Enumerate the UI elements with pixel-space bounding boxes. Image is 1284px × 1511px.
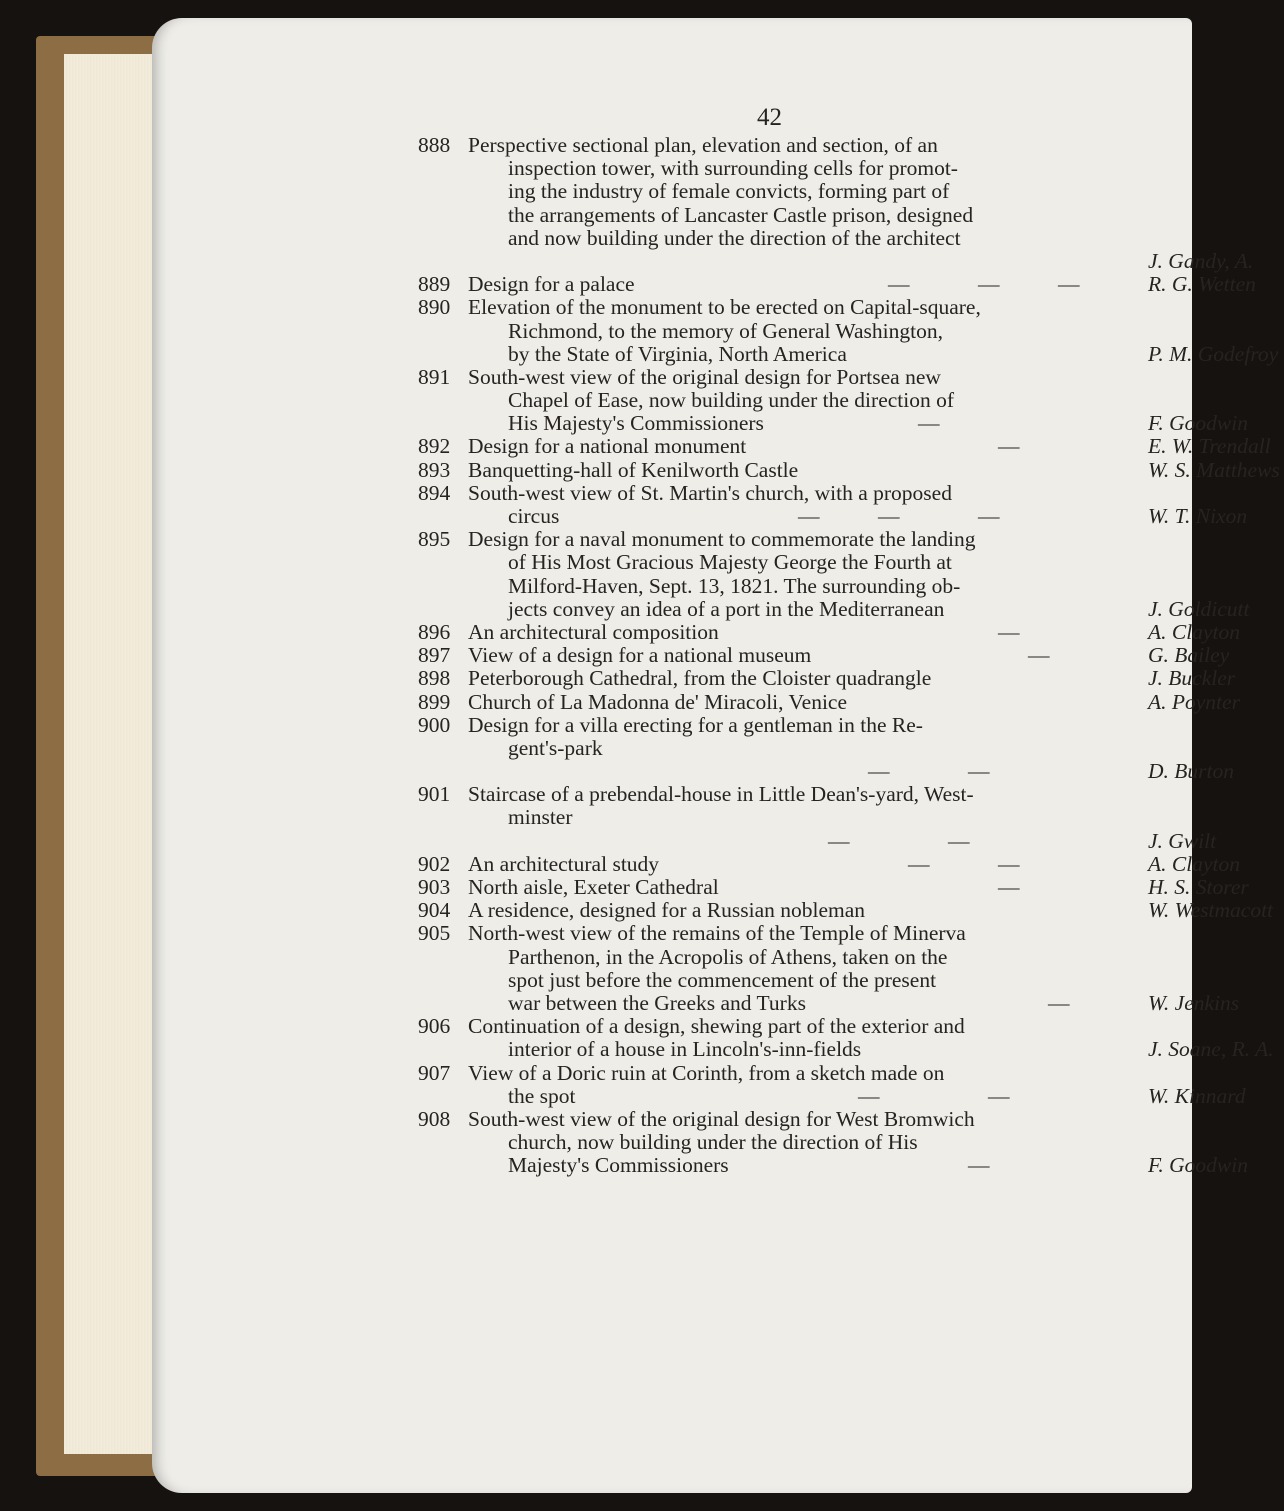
entry-author: H. S. Storer — [1148, 875, 1249, 899]
entry-number: 898 — [418, 666, 451, 691]
leader-dash: — — [998, 619, 1020, 644]
entry-line — [438, 806, 1284, 829]
entry-author: J. Goldicutt — [1148, 596, 1250, 621]
leader-dash: — — [858, 1083, 880, 1108]
entry-author: W. Kinnard — [1148, 1083, 1246, 1108]
entry-line — [418, 666, 1284, 691]
entry-author: F. Goodwin — [1148, 1153, 1248, 1178]
entry-line — [438, 946, 1284, 969]
entry-text: gent's-park — [508, 735, 603, 760]
entry-author: W. Jenkins — [1148, 990, 1240, 1015]
entry-author: A. Clayton — [1148, 851, 1240, 876]
entry-text: Design for a villa erecting for a gentleman in the Re- — [468, 712, 923, 737]
entry-text: An architectural study — [468, 851, 660, 876]
entry-text: Continuation of a design, shewing part of the exterior and — [468, 1014, 965, 1039]
entry-text: Banquetting-hall of Kenilworth Castle — [468, 457, 799, 482]
entry-line — [438, 320, 1284, 343]
entry-text: Perspective sectional plan, elevation and section, of an — [468, 133, 938, 157]
leader-dash: — — [828, 828, 850, 853]
entry-line — [418, 527, 1284, 552]
entry-number: 891 — [418, 364, 451, 389]
entry-author: G. Bailey — [1148, 643, 1230, 668]
entry-text: North aisle, Exeter Cathedral — [468, 875, 719, 899]
entry-line — [418, 480, 1284, 505]
leader-dash: — — [888, 272, 910, 297]
entry-author: J. Gwilt — [1148, 828, 1217, 853]
entry-number: 903 — [418, 875, 451, 899]
entry-text: Chapel of Ease, now building under the direction of — [508, 388, 955, 413]
entry-line — [438, 1038, 1284, 1061]
entry-text: View of a design for a national museum — [468, 643, 812, 668]
entry-text: by the State of Virginia, North America — [508, 341, 847, 366]
leader-dash: — — [798, 504, 820, 528]
leader-dash: — — [978, 504, 1000, 528]
entry-author: F. Goodwin — [1148, 411, 1248, 436]
entry-text: church, now building under the direction of His — [508, 1130, 918, 1155]
catalogue-entries — [418, 133, 1284, 1178]
entry-text: A residence, designed for a Russian nobleman — [468, 898, 866, 923]
entry-line — [418, 851, 1284, 876]
entry-text: ing the industry of female convicts, forming part of — [508, 179, 950, 204]
leader-dash: — — [998, 875, 1020, 899]
book-page — [152, 18, 1280, 1493]
entry-line — [438, 389, 1284, 412]
entry-text: the spot — [508, 1083, 576, 1108]
entry-author: J. Buckler — [1148, 666, 1236, 691]
leader-dash: — — [918, 411, 940, 436]
entry-text: An architectural composition — [468, 619, 719, 644]
entry-line — [438, 157, 1284, 180]
leader-dash: — — [948, 828, 970, 853]
leader-dash: — — [998, 434, 1020, 459]
entry-line — [418, 434, 1284, 459]
entry-number: 894 — [418, 480, 451, 505]
entry-number: 900 — [418, 712, 451, 737]
entry-line — [438, 204, 1284, 227]
entry-line — [438, 1131, 1284, 1154]
entry-author: E. W. Trendall — [1148, 434, 1271, 459]
entry-line — [418, 272, 1284, 297]
entry-line — [438, 575, 1284, 598]
leader-dash: — — [978, 272, 1000, 297]
entry-line — [438, 1085, 1284, 1108]
entry-line — [418, 133, 1284, 157]
entry-line — [418, 921, 1284, 946]
entry-line — [438, 737, 1284, 760]
page-number: 42 — [757, 104, 782, 131]
entry-line — [418, 619, 1284, 644]
leader-dash: — — [1028, 643, 1050, 668]
entry-number: 904 — [418, 898, 451, 923]
entry-author: W. Westmacott — [1148, 898, 1274, 923]
entry-line — [438, 227, 1284, 250]
entry-text: the arrangements of Lancaster Castle prison, designed — [508, 202, 974, 227]
leader-dash: — — [878, 504, 900, 528]
entry-author: J. Gandy, A. — [1148, 248, 1254, 273]
entry-number: 890 — [418, 295, 451, 320]
entry-text: and now building under the direction of the architect — [508, 225, 961, 250]
leader-dash: — — [968, 759, 990, 784]
entry-text: Parthenon, in the Acropolis of Athens, taken on the — [508, 944, 948, 969]
entry-line — [438, 830, 1284, 853]
entry-author: P. M. Godefroy — [1148, 341, 1279, 366]
entry-line — [418, 457, 1284, 482]
entry-number: 899 — [418, 689, 451, 714]
entry-line — [438, 760, 1284, 783]
entry-line — [418, 295, 1284, 320]
entry-number: 901 — [418, 782, 451, 807]
entry-number: 896 — [418, 619, 451, 644]
entry-line — [438, 551, 1284, 574]
entry-text: minster — [508, 805, 573, 830]
entry-number: 889 — [418, 272, 451, 297]
entry-text: of His Most Gracious Majesty George the Fourth at — [508, 550, 952, 575]
entry-text: inspection tower, with surrounding cells for promot- — [508, 156, 958, 181]
entry-author: D. Burton — [1148, 759, 1234, 784]
entry-text: Design for a naval monument to commemorate the landing — [468, 527, 976, 552]
entry-number: 893 — [418, 457, 451, 482]
entry-text: South-west view of the original design for West Bromwich — [468, 1106, 975, 1131]
entry-line — [418, 1106, 1284, 1131]
entry-line — [418, 1060, 1284, 1085]
entry-text: Staircase of a prebendal-house in Little Dean's-yard, West- — [468, 782, 974, 807]
entry-line — [438, 412, 1284, 435]
entry-text: Design for a palace — [468, 272, 635, 297]
entry-line — [418, 898, 1284, 923]
entry-text: Design for a national monument — [468, 434, 747, 459]
leader-dash: — — [1048, 990, 1070, 1015]
entry-number: 906 — [418, 1014, 451, 1039]
entry-number: 902 — [418, 851, 451, 876]
entry-text: interior of a house in Lincoln's-inn-fields — [508, 1037, 862, 1062]
leader-dash: — — [968, 1153, 990, 1178]
entry-line — [438, 343, 1284, 366]
entry-line — [438, 598, 1284, 621]
leader-dash: — — [908, 851, 930, 876]
entry-number: 892 — [418, 434, 451, 459]
entry-text: spot just before the commencement of the present — [508, 967, 937, 992]
entry-line — [418, 364, 1284, 389]
entry-line — [438, 1154, 1284, 1177]
entry-text: His Majesty's Commissioners — [508, 411, 764, 436]
entry-number: 905 — [418, 921, 451, 946]
entry-line — [418, 875, 1284, 899]
entry-text: South-west view of the original design for Portsea new — [468, 364, 941, 389]
entry-text: Richmond, to the memory of General Washington, — [508, 318, 943, 343]
entry-line — [438, 180, 1284, 203]
entry-text: Milford-Haven, Sept. 13, 1821. The surrounding ob- — [508, 573, 961, 598]
entry-line — [418, 1014, 1284, 1039]
entry-line — [418, 782, 1284, 807]
entry-text: jects convey an idea of a port in the Mediterranean — [508, 596, 945, 621]
entry-author: R. G. Wetten — [1148, 272, 1256, 297]
entry-number: 895 — [418, 527, 451, 552]
entry-number: 888 — [418, 133, 451, 157]
entry-text: South-west view of St. Martin's church, with a proposed — [468, 480, 952, 505]
entry-author: J. Soane, R. A. — [1148, 1037, 1274, 1062]
entry-line — [418, 689, 1284, 714]
entry-text: Majesty's Commissioners — [508, 1153, 729, 1178]
leader-dash: — — [998, 851, 1020, 876]
entry-line — [438, 969, 1284, 992]
entry-text: war between the Greeks and Turks — [508, 990, 806, 1015]
entry-line — [438, 505, 1284, 528]
entry-author: W. T. Nixon — [1148, 504, 1248, 528]
entry-text: Church of La Madonna de' Miracoli, Venice — [468, 689, 848, 714]
leader-dash: — — [1058, 272, 1080, 297]
entry-line — [438, 992, 1284, 1015]
entry-author: A. Poynter — [1148, 689, 1240, 714]
entry-author: A. Clayton — [1148, 619, 1240, 644]
entry-number: 908 — [418, 1106, 451, 1131]
entry-text: View of a Doric ruin at Corinth, from a sketch made on — [468, 1060, 945, 1085]
leader-dash: — — [988, 1083, 1010, 1108]
entry-line — [438, 250, 1284, 273]
entry-line — [418, 712, 1284, 737]
entry-number: 907 — [418, 1060, 451, 1085]
entry-author: W. S. Matthews — [1148, 457, 1280, 482]
entry-text: North-west view of the remains of the Temple of Minerva — [468, 921, 966, 946]
entry-text: Peterborough Cathedral, from the Cloister quadrangle — [468, 666, 932, 691]
entry-line — [418, 643, 1284, 668]
entry-text: Elevation of the monument to be erected on Capital-square, — [468, 295, 981, 320]
entry-text: circus — [508, 504, 560, 528]
leader-dash: — — [868, 759, 890, 784]
entry-number: 897 — [418, 643, 451, 668]
